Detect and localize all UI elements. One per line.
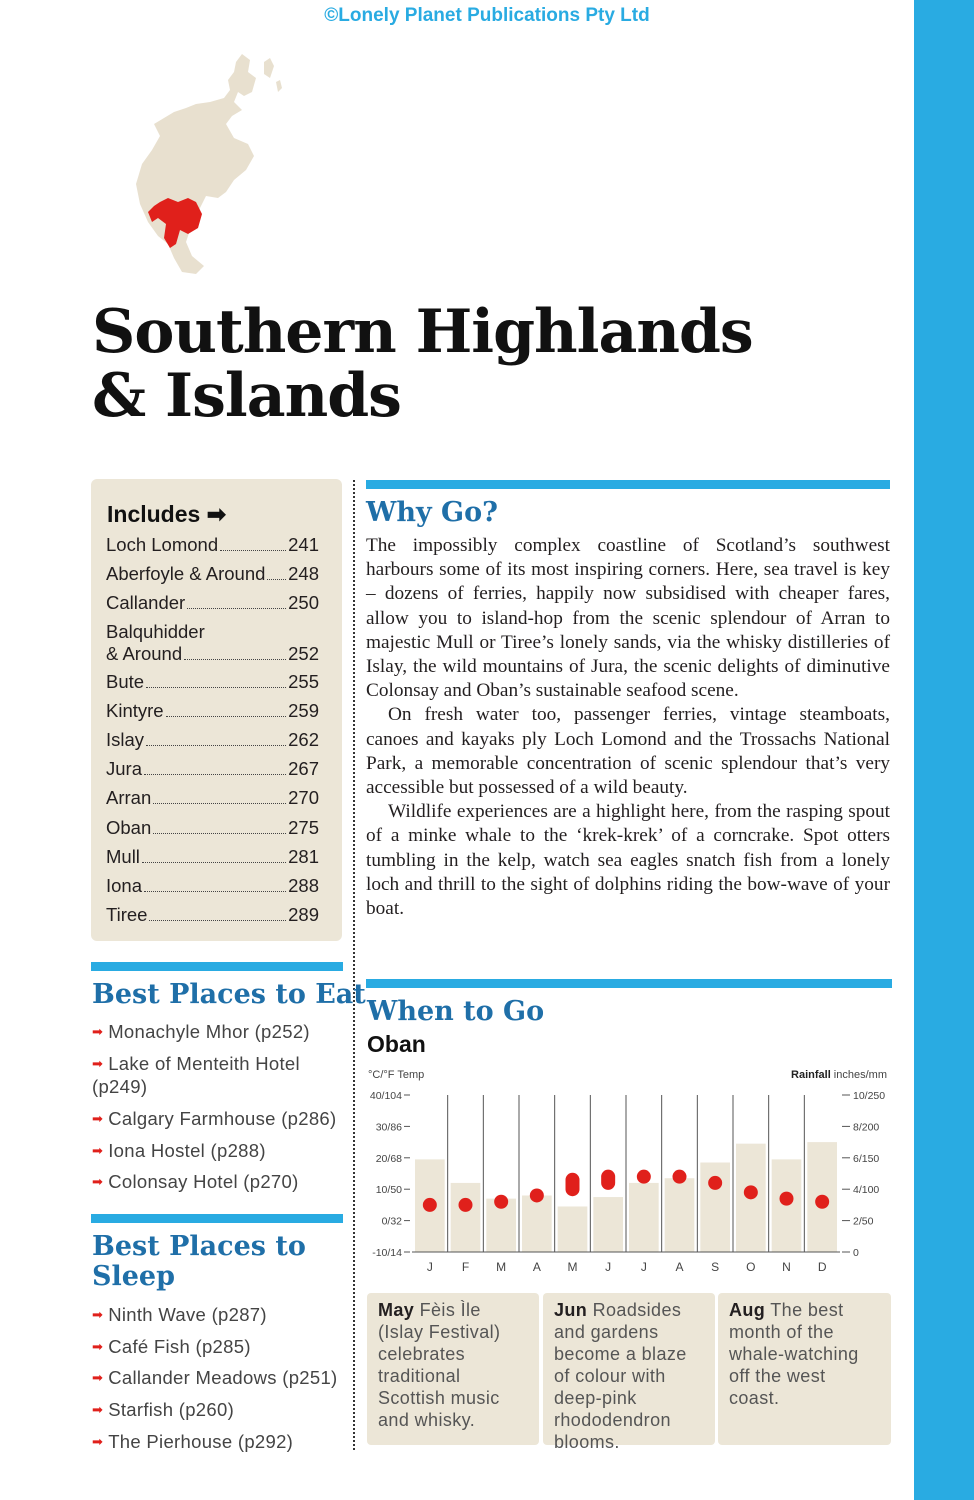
toc-item[interactable]: [106, 846, 319, 868]
best-eat-heading: Best Places to Eat: [92, 979, 366, 1010]
toc-item[interactable]: [106, 563, 319, 585]
why-go-paragraph: On fresh water too, passenger ferries, vintage steamboats, canoes and kayaks ply Loch Lomond and the Trossachs National Park, a memorable concentration of scenic splendour that’s very accessible but possessed of a wild beauty.: [366, 704, 890, 799]
eat-divider-bar: [91, 962, 343, 971]
month-label: O: [746, 1260, 756, 1274]
rain-tick-label: 8/200: [853, 1121, 880, 1134]
temp-marker: [566, 1173, 580, 1196]
month-label: J: [640, 1260, 647, 1274]
month-label: A: [532, 1260, 541, 1274]
highlight-text: Roadsides and gardens become a blaze of colour with deep-pink rhododendron blooms.: [554, 1300, 687, 1452]
list-item[interactable]: [92, 1335, 344, 1358]
rainfall-bar: [451, 1183, 481, 1252]
toc-item-label: Mull: [106, 846, 140, 867]
toc-item[interactable]: [106, 817, 319, 839]
toc-item[interactable]: [106, 643, 319, 665]
why-go-text: [366, 534, 890, 921]
temp-marker: [423, 1198, 437, 1212]
list-item-text: Café Fish (p285): [108, 1336, 251, 1357]
sleep-divider-bar: [91, 1214, 343, 1223]
temp-marker: [744, 1185, 758, 1199]
month-label: N: [782, 1260, 791, 1274]
toc-item[interactable]: [106, 875, 319, 897]
toc-item-label: Bute: [106, 671, 145, 692]
toc-item-page: 255: [288, 671, 319, 692]
rainfall-bar: [558, 1206, 588, 1252]
toc-item-label: Jura: [106, 758, 142, 779]
list-item[interactable]: [92, 1020, 344, 1043]
toc-item-label: Kintyre: [106, 700, 164, 721]
chart-location-label: Oban: [367, 1031, 426, 1057]
best-sleep-heading-line-2: Sleep: [92, 1261, 175, 1292]
rain-tick-label: 0: [853, 1247, 859, 1259]
list-item[interactable]: [92, 1303, 344, 1326]
rainfall-bar: [665, 1178, 695, 1252]
arrow-right-icon: ➡: [92, 1024, 104, 1039]
toc-item-page: 248: [288, 563, 319, 584]
rain-tick-label: 4/100: [853, 1184, 880, 1197]
highlight-month: May: [378, 1300, 415, 1320]
temp-tick-label: 0/32: [381, 1215, 402, 1228]
toc-item[interactable]: [106, 671, 319, 693]
toc-item-page: 270: [288, 787, 319, 808]
arrow-right-icon: ➡: [92, 1370, 104, 1385]
list-item[interactable]: [92, 1366, 344, 1389]
list-item[interactable]: [92, 1139, 344, 1162]
list-item[interactable]: [92, 1107, 344, 1130]
highlight-text: Fèis Ìle (Islay Festival) celebrates traditional Scottish music and whisky.: [378, 1300, 501, 1430]
toc-item-label: & Around: [106, 643, 183, 664]
toc-item[interactable]: [106, 534, 319, 556]
highlight-aug: [718, 1293, 891, 1445]
highlight-jun: [543, 1293, 715, 1452]
arrow-right-icon: ➡: [92, 1111, 104, 1126]
title-line-1: Southern Highlands: [92, 297, 753, 367]
month-label: S: [711, 1260, 720, 1274]
toc-item-page: 241: [288, 534, 319, 555]
toc-item[interactable]: [106, 758, 319, 780]
toc-item[interactable]: [106, 729, 319, 751]
toc-item-label: Oban: [106, 817, 152, 838]
rainfall-bar: [593, 1197, 623, 1252]
column-divider: [353, 480, 355, 1450]
temp-marker: [494, 1195, 508, 1209]
includes-heading: Includes ➡: [107, 501, 226, 527]
rainfall-bar: [629, 1183, 659, 1252]
highlight-text: The best month of the whale-watching off the west coast.: [729, 1300, 859, 1408]
toc-item-label-line: Balquhidder: [106, 621, 205, 642]
toc-item-label: Iona: [106, 875, 143, 896]
month-label: M: [567, 1260, 578, 1274]
month-label: M: [496, 1260, 507, 1274]
toc-item-page: 252: [288, 643, 319, 664]
toc-item-page: 289: [288, 904, 319, 925]
month-label: D: [817, 1260, 827, 1274]
highlight-month: Aug: [729, 1300, 766, 1320]
toc-item-label: Callander: [106, 592, 186, 613]
toc-item-label: Tiree: [106, 904, 148, 925]
toc-item-label: Loch Lomond: [106, 534, 219, 555]
toc-leader-dots: [187, 608, 286, 609]
toc-item-page: 259: [288, 700, 319, 721]
temp-marker: [459, 1198, 473, 1212]
when-to-go-divider-bar: [366, 979, 892, 988]
title-line-2: & Islands: [92, 361, 401, 431]
toc-leader-dots: [153, 833, 286, 834]
best-sleep-heading-line-1: Best Places to: [92, 1231, 306, 1262]
month-label: F: [461, 1260, 470, 1274]
rainfall-bar: [772, 1159, 802, 1252]
list-item-text: Lake of Menteith Hotel (p249): [92, 1053, 300, 1097]
list-item-text: Starfish (p260): [108, 1399, 235, 1420]
page-title: [92, 297, 753, 431]
best-sleep-heading: [92, 1232, 306, 1292]
why-go-divider-bar: [366, 480, 890, 489]
list-item-text: Calgary Farmhouse (p286): [108, 1108, 337, 1129]
toc-leader-dots: [146, 687, 286, 688]
toc-leader-dots: [149, 920, 286, 921]
temp-marker: [601, 1170, 615, 1190]
toc-leader-dots: [220, 550, 286, 551]
list-item-text: Ninth Wave (p287): [108, 1304, 267, 1325]
toc-leader-dots: [142, 862, 286, 863]
temp-tick-label: 30/86: [375, 1121, 402, 1134]
climate-chart: [360, 1062, 895, 1284]
rain-tick-label: 10/250: [853, 1090, 886, 1102]
arrow-right-icon: ➡: [92, 1174, 104, 1189]
list-item[interactable]: [92, 1052, 344, 1098]
list-item-text: Colonsay Hotel (p270): [108, 1171, 299, 1192]
arrow-right-icon: ➡: [92, 1143, 104, 1158]
list-item[interactable]: [92, 1398, 344, 1421]
page-edge-stripe: [914, 0, 974, 1500]
list-item-text: Monachyle Mhor (p252): [108, 1021, 310, 1042]
temp-axis-label: °C/°F Temp: [368, 1069, 425, 1081]
toc-item[interactable]: [106, 904, 319, 926]
scotland-landmass: [136, 54, 256, 274]
arrow-right-icon: ➡: [92, 1402, 104, 1417]
arrow-right-icon: ➡: [92, 1339, 104, 1354]
month-label: J: [605, 1260, 612, 1274]
when-to-go-heading: When to Go: [367, 996, 545, 1027]
toc-leader-dots: [144, 774, 286, 775]
toc-leader-dots: [166, 716, 287, 717]
toc-item-page: 288: [288, 875, 319, 896]
temp-tick-label: -10/14: [372, 1247, 402, 1259]
scotland-locator-map: [130, 52, 290, 277]
temp-marker: [637, 1170, 651, 1184]
toc-item[interactable]: [106, 592, 319, 614]
rain-tick-label: 6/150: [853, 1152, 880, 1165]
toc-item-page: 262: [288, 729, 319, 750]
list-item-text: Iona Hostel (p288): [108, 1140, 266, 1161]
arrow-right-icon: ➡: [92, 1434, 104, 1449]
why-go-heading: Why Go?: [366, 497, 498, 528]
arrow-right-icon: ➡: [92, 1056, 104, 1071]
toc-item-label: Arran: [106, 787, 152, 808]
copyright-notice: ©Lonely Planet Publications Pty Ltd: [324, 5, 650, 26]
temp-marker: [530, 1188, 544, 1202]
list-item[interactable]: [92, 1170, 344, 1193]
rain-axis-label: Rainfall inches/mm: [791, 1069, 887, 1081]
toc-item-page: 250: [288, 592, 319, 613]
toc-item-page: 275: [288, 817, 319, 838]
list-item-text: Callander Meadows (p251): [108, 1367, 338, 1388]
rainfall-bar: [522, 1195, 552, 1252]
temp-tick-label: 40/104: [369, 1090, 402, 1102]
highlight-may: [367, 1293, 539, 1445]
why-go-paragraph: The impossibly complex coastline of Scotland’s southwest harbours some of its most inspiring corners. Here, sea travel is key – dozens of ferries, happily now subsidised with cheaper fares, allow you to island-hop from the scenic splendour of Arran to majestic Mull or Tiree’s lonely sands, via the whisky distilleries of Islay, the wild mountains of Jura, the scenic delights of diminutive Colonsay and Oban’s sustainable seafood scene.: [366, 535, 890, 702]
list-item-text: The Pierhouse (p292): [108, 1431, 294, 1452]
toc-leader-dots: [144, 891, 286, 892]
why-go-paragraph: Wildlife experiences are a highlight here, from the rasping spout of a minke whale to the ‘krek-krek’ of a corncrake. Spot otters tumbling in the kelp, watch sea eagles snatch fish from a lonely loch and thrill to the sight of dolphins riding the bow-wave of your boat.: [366, 801, 890, 920]
rain-tick-label: 2/50: [853, 1215, 874, 1228]
arrow-right-icon: ➡: [92, 1307, 104, 1322]
toc-leader-dots: [146, 745, 286, 746]
toc-item-label: Islay: [106, 729, 145, 750]
temp-tick-label: 10/50: [375, 1184, 402, 1197]
temp-tick-label: 20/68: [375, 1152, 402, 1165]
toc-leader-dots: [153, 803, 286, 804]
toc-leader-dots: [267, 579, 286, 580]
month-label: A: [675, 1260, 684, 1274]
highlight-month: Jun: [554, 1300, 588, 1320]
temp-marker: [815, 1195, 829, 1209]
temp-marker: [780, 1192, 794, 1206]
temp-marker: [673, 1170, 687, 1184]
list-item[interactable]: [92, 1430, 344, 1453]
toc-item-page: 281: [288, 846, 319, 867]
shetland-islands: [264, 58, 282, 92]
toc-item[interactable]: [106, 700, 319, 722]
toc-item[interactable]: [106, 787, 319, 809]
toc-item-page: 267: [288, 758, 319, 779]
toc-item-label: Aberfoyle & Around: [106, 563, 266, 584]
temp-marker: [708, 1176, 722, 1190]
month-label: J: [426, 1260, 433, 1274]
toc-leader-dots: [184, 659, 286, 660]
